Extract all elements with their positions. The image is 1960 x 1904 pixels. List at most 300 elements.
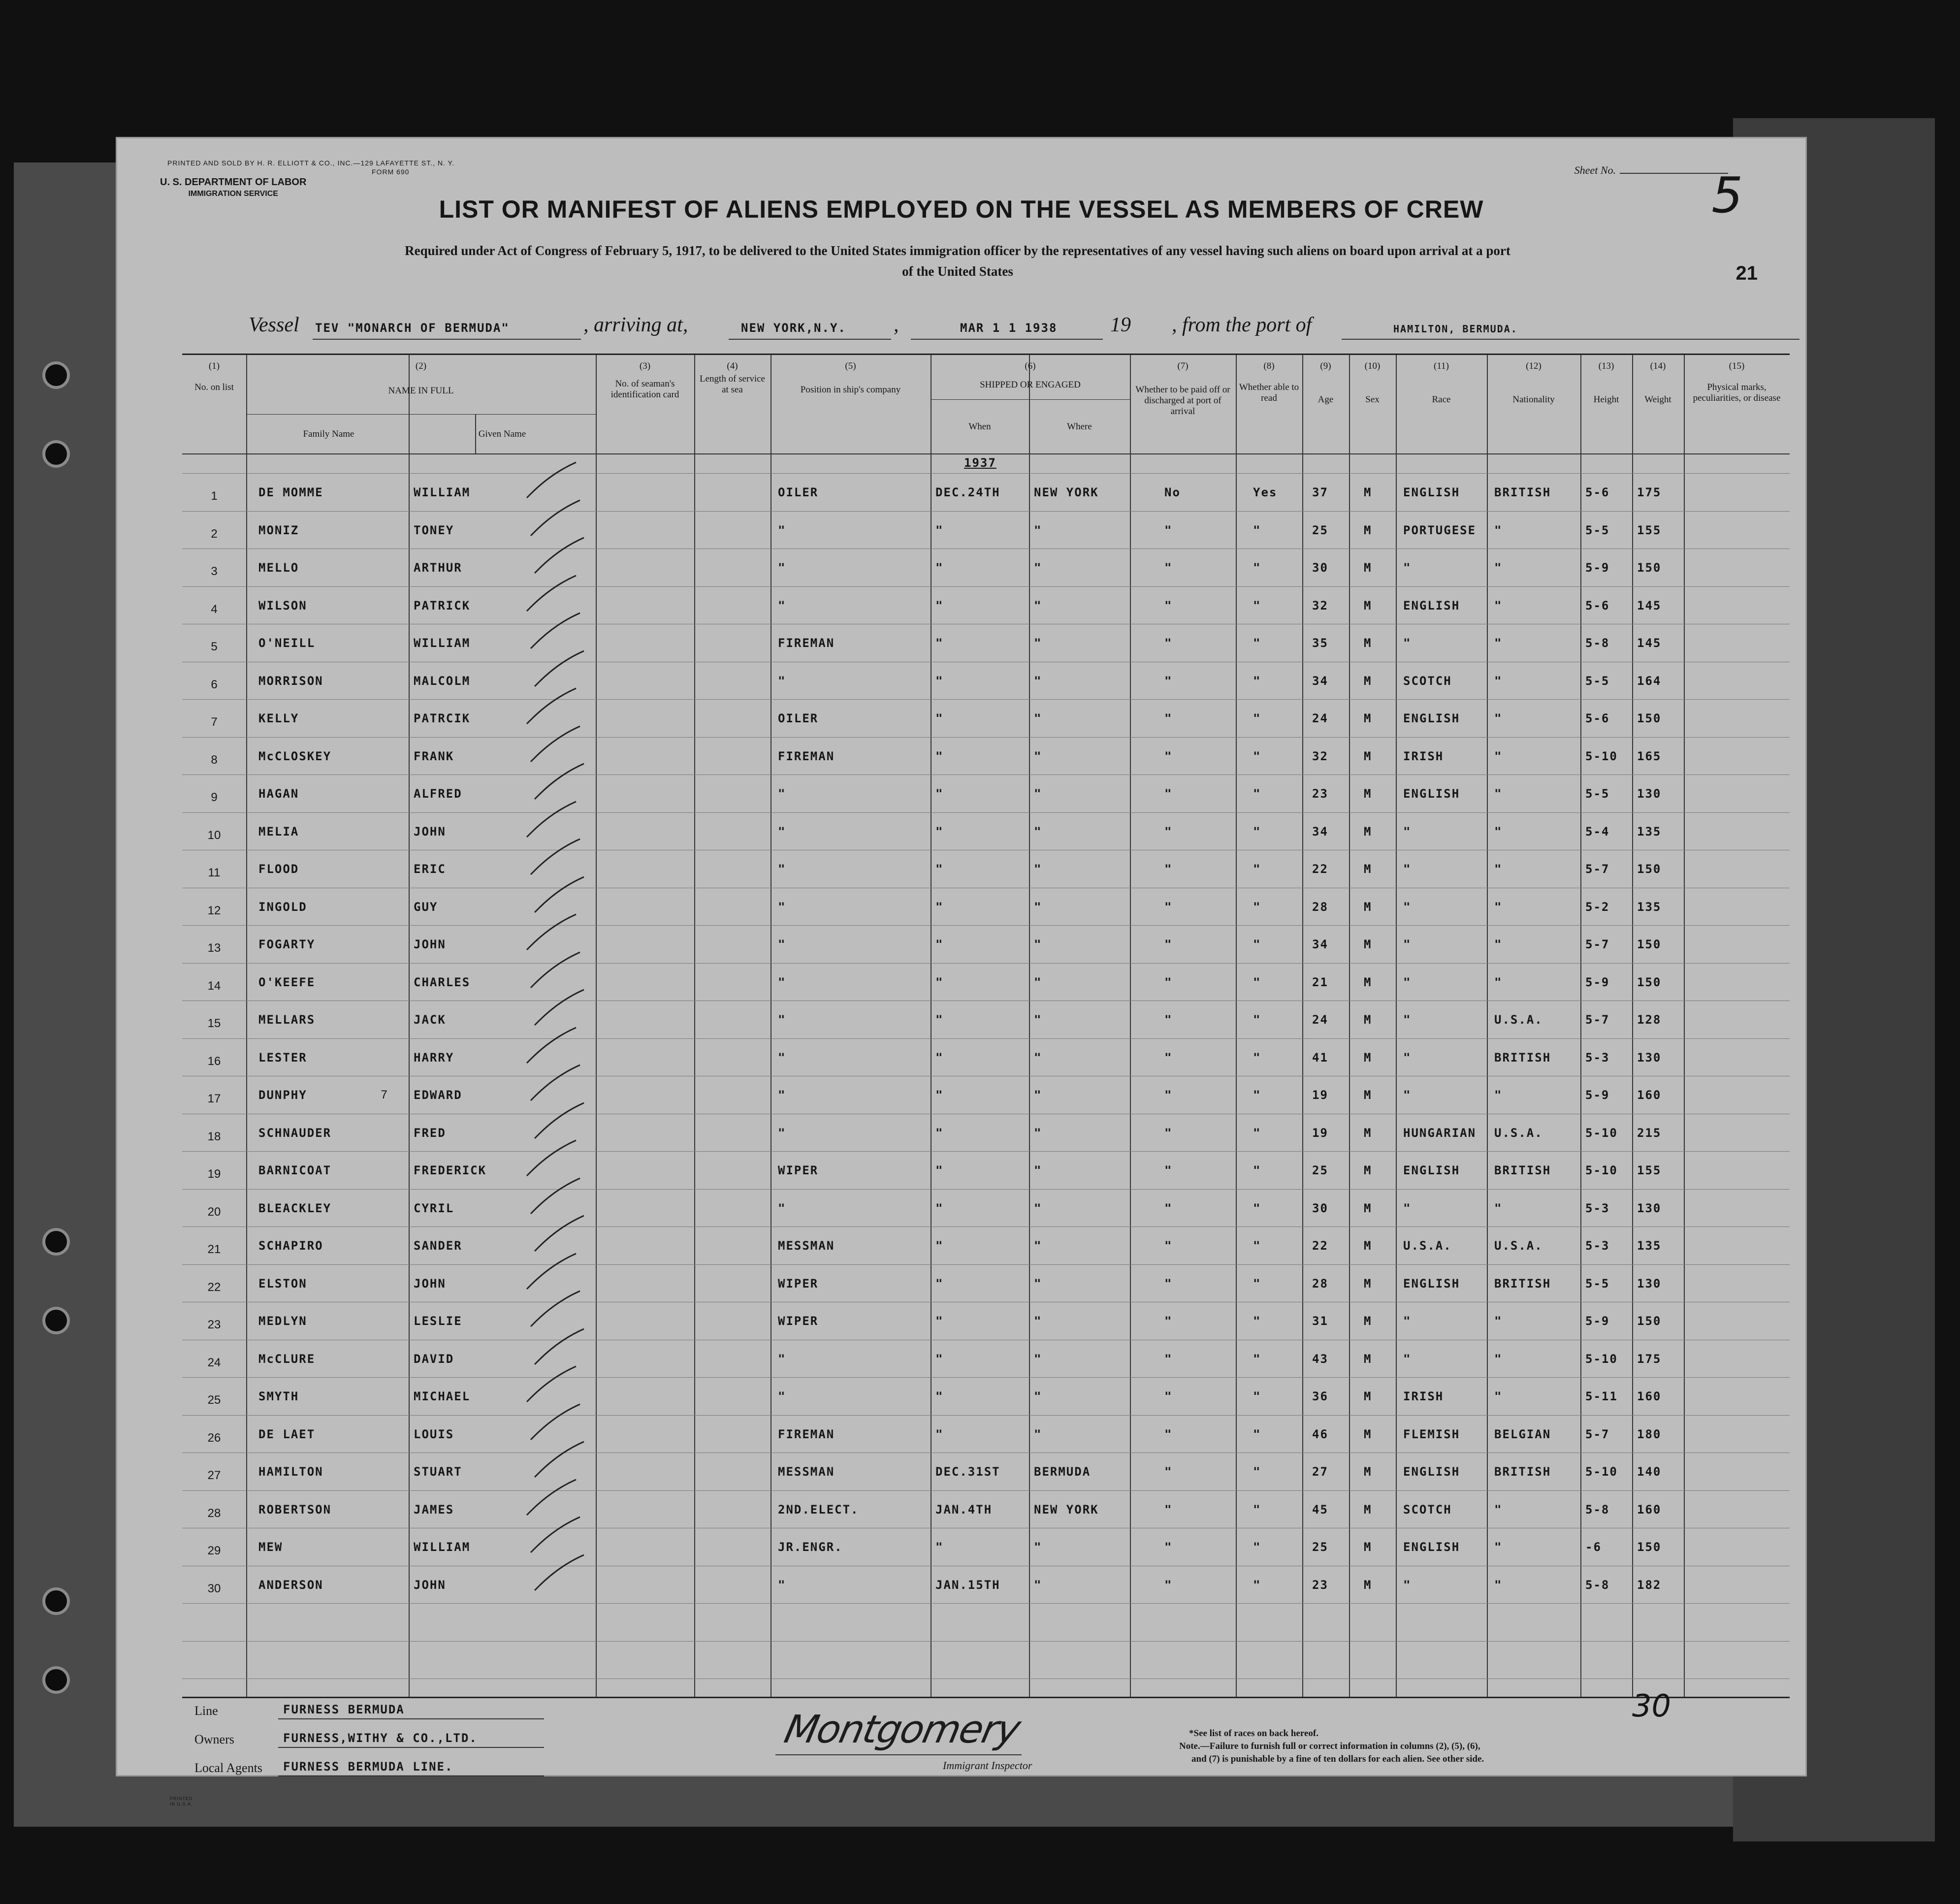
weight: 150 [1637, 862, 1662, 876]
header-race: Race [1432, 394, 1451, 405]
subtitle-line1: Required under Act of Congress of February 5, 1917, to be delivered to the United States immigration officer by the representatives of any vessel having such aliens on board upon arrival at a port [405, 243, 1510, 258]
shipped-when: " [935, 824, 944, 839]
able-to-read: " [1253, 1276, 1261, 1291]
weight: 150 [1637, 711, 1662, 725]
department-name: U. S. DEPARTMENT OF LABOR [160, 177, 307, 188]
position: " [778, 523, 786, 537]
shipped-where: " [1034, 975, 1042, 989]
header-no-on-list: No. on list [194, 382, 234, 392]
shipped-where: " [1034, 1389, 1042, 1403]
arrival-date: MAR 1 1 1938 [960, 321, 1058, 335]
owners-value: FURNESS,WITHY & CO.,LTD. [283, 1731, 478, 1745]
height: 5-10 [1585, 1163, 1618, 1177]
age: 37 [1312, 485, 1328, 499]
shipped-when: " [935, 1088, 944, 1102]
paid-off: " [1164, 1088, 1173, 1102]
paid-off: " [1164, 674, 1173, 688]
nationality: " [1494, 1578, 1503, 1592]
row-number: 22 [207, 1280, 221, 1294]
arriving-port: NEW YORK,N.Y. [741, 321, 846, 335]
given-name: LOUIS [414, 1427, 454, 1441]
family-name: ROBERTSON [258, 1502, 332, 1517]
family-name: MELIA [258, 824, 299, 839]
position: JR.ENGR. [778, 1540, 843, 1554]
weight: 145 [1637, 636, 1662, 650]
height: 5-6 [1585, 711, 1610, 725]
row-number: 26 [207, 1431, 221, 1445]
column-divider [1236, 355, 1237, 1697]
race: ENGLISH [1403, 485, 1460, 499]
row-number: 14 [207, 979, 221, 993]
nationality: " [1494, 561, 1503, 575]
able-to-read: " [1253, 1540, 1261, 1554]
weight: 130 [1637, 1201, 1662, 1215]
header-c4-number: (4) [727, 361, 738, 371]
family-name: MEW [258, 1540, 283, 1554]
sex: M [1364, 900, 1372, 914]
row-number: 7 [211, 715, 218, 729]
family-name: MELLO [258, 561, 299, 575]
height: 5-5 [1585, 674, 1610, 688]
age: 25 [1312, 1163, 1328, 1177]
paid-off: " [1164, 1352, 1173, 1366]
row-number: 27 [207, 1469, 221, 1482]
height: 5-7 [1585, 1427, 1610, 1441]
race: " [1403, 561, 1412, 575]
vessel-label: Vessel [249, 314, 299, 336]
sex: M [1364, 636, 1372, 650]
header-nationality: Nationality [1512, 394, 1555, 405]
shipped-where: " [1034, 1163, 1042, 1177]
shipped-when: " [935, 1352, 944, 1366]
shipped-when: " [935, 674, 944, 688]
row-number: 10 [207, 828, 221, 842]
height: 5-3 [1585, 1050, 1610, 1065]
sex: M [1364, 1427, 1372, 1441]
shipped-where: " [1034, 937, 1042, 951]
weight: 145 [1637, 598, 1662, 613]
weight: 135 [1637, 900, 1662, 914]
able-to-read: " [1253, 937, 1261, 951]
shipped-where: " [1034, 523, 1042, 537]
family-name: HAGAN [258, 787, 299, 801]
header-c15-number: (15) [1729, 361, 1745, 371]
paid-off: " [1164, 598, 1173, 613]
shipped-when: " [935, 975, 944, 989]
paid-off: " [1164, 975, 1173, 989]
age: 32 [1312, 598, 1328, 613]
race: " [1403, 1088, 1412, 1102]
age: 19 [1312, 1088, 1328, 1102]
shipped-where: " [1034, 1201, 1042, 1215]
sex: M [1364, 1239, 1372, 1253]
paid-off: " [1164, 1201, 1173, 1215]
position: MESSMAN [778, 1465, 835, 1479]
shipped-when: " [935, 1050, 944, 1065]
row-number: 5 [211, 640, 218, 653]
race: SCOTCH [1403, 674, 1452, 688]
race: FLEMISH [1403, 1427, 1460, 1441]
race: HUNGARIAN [1403, 1126, 1477, 1140]
sex: M [1364, 1465, 1372, 1479]
age: 24 [1312, 1013, 1328, 1027]
age: 28 [1312, 1276, 1328, 1291]
weight: 160 [1637, 1389, 1662, 1403]
nationality: " [1494, 674, 1503, 688]
able-to-read: " [1253, 598, 1261, 613]
family-name: DE LAET [258, 1427, 316, 1441]
paid-off: " [1164, 1239, 1173, 1253]
given-name: WILLIAM [414, 485, 471, 499]
note-races: *See list of races on back hereof. [1189, 1728, 1318, 1739]
row-number: 21 [207, 1243, 221, 1256]
weight: 150 [1637, 937, 1662, 951]
nationality: " [1494, 1314, 1503, 1328]
column-divider [694, 355, 695, 1697]
age: 21 [1312, 975, 1328, 989]
position: MESSMAN [778, 1239, 835, 1253]
given-name: JOHN [414, 824, 446, 839]
race: ENGLISH [1403, 711, 1460, 725]
able-to-read: Yes [1253, 485, 1278, 499]
shipped-where: " [1034, 1352, 1042, 1366]
weight: 150 [1637, 1314, 1662, 1328]
nationality: U.S.A. [1494, 1013, 1543, 1027]
ruled-line [182, 963, 1790, 964]
given-name: SANDER [414, 1239, 462, 1253]
nationality: " [1494, 636, 1503, 650]
shipped-where: " [1034, 1276, 1042, 1291]
race: ENGLISH [1403, 1163, 1460, 1177]
row-number: 13 [207, 941, 221, 955]
height: 5-4 [1585, 824, 1610, 839]
age: 34 [1312, 824, 1328, 839]
shipped-when: " [935, 711, 944, 725]
header-c9-number: (9) [1320, 361, 1331, 371]
paid-off: " [1164, 787, 1173, 801]
vessel-row [249, 310, 1799, 340]
weight: 160 [1637, 1502, 1662, 1517]
row-number: 9 [211, 791, 218, 804]
able-to-read: " [1253, 1013, 1261, 1027]
column-divider [1349, 355, 1350, 1697]
nationality: " [1494, 1352, 1503, 1366]
race: " [1403, 1201, 1412, 1215]
family-name: DUNPHY [258, 1088, 307, 1102]
header-weight: Weight [1644, 394, 1671, 405]
family-name: ANDERSON [258, 1578, 323, 1592]
line-label: Line [194, 1704, 218, 1718]
race: " [1403, 937, 1412, 951]
row-number: 28 [207, 1506, 221, 1520]
weight: 130 [1637, 787, 1662, 801]
nationality: " [1494, 787, 1503, 801]
height: 5-2 [1585, 900, 1610, 914]
able-to-read: " [1253, 1126, 1261, 1140]
able-to-read: " [1253, 1201, 1261, 1215]
family-name: SCHAPIRO [258, 1239, 323, 1253]
given-name: JOHN [414, 1578, 446, 1592]
given-name: MICHAEL [414, 1389, 471, 1403]
column-divider [409, 355, 410, 1697]
able-to-read: " [1253, 1163, 1261, 1177]
position: WIPER [778, 1276, 819, 1291]
age: 30 [1312, 561, 1328, 575]
ruled-line [182, 1603, 1790, 1604]
race: " [1403, 824, 1412, 839]
shipped-year-note: 1937 [964, 456, 996, 470]
column-divider [931, 355, 932, 1697]
age: 35 [1312, 636, 1328, 650]
given-name: JAMES [414, 1502, 454, 1517]
shipped-when: " [935, 523, 944, 537]
race: PORTUGESE [1403, 523, 1477, 537]
header-position: Position in ship's company [800, 385, 901, 395]
ruled-line [182, 737, 1790, 738]
nationality: BRITISH [1494, 1465, 1551, 1479]
age: 22 [1312, 1239, 1328, 1253]
binder-hole [45, 1310, 67, 1331]
paid-off: " [1164, 1163, 1173, 1177]
age: 34 [1312, 937, 1328, 951]
nationality: BRITISH [1494, 1276, 1551, 1291]
form-number: FORM 690 [372, 168, 410, 176]
age: 25 [1312, 523, 1328, 537]
height: 5-9 [1585, 1314, 1610, 1328]
sex: M [1364, 1163, 1372, 1177]
nationality: " [1494, 598, 1503, 613]
race: ENGLISH [1403, 598, 1460, 613]
able-to-read: " [1253, 1239, 1261, 1253]
position: FIREMAN [778, 636, 835, 650]
family-name: SCHNAUDER [258, 1126, 332, 1140]
position: " [778, 824, 786, 839]
able-to-read: " [1253, 824, 1261, 839]
position: " [778, 561, 786, 575]
page-title: LIST OR MANIFEST OF ALIENS EMPLOYED ON THE VESSEL AS MEMBERS OF CREW [439, 195, 1484, 223]
shipped-where: NEW YORK [1034, 485, 1099, 499]
margin-note: 7 [381, 1088, 387, 1101]
family-name: MELLARS [258, 1013, 316, 1027]
nationality: " [1494, 937, 1503, 951]
row-number: 23 [207, 1318, 221, 1331]
ruled-line [182, 812, 1790, 813]
header-shipped-or-engaged: SHIPPED OR ENGAGED [980, 380, 1081, 390]
shipped-when: " [935, 1013, 944, 1027]
header-height: Height [1593, 394, 1619, 405]
subtitle-line2: of the United States [902, 264, 1013, 279]
height: 5-9 [1585, 975, 1610, 989]
shipped-where: " [1034, 1126, 1042, 1140]
height: 5-5 [1585, 523, 1610, 537]
given-name: CYRIL [414, 1201, 454, 1215]
paid-off: No [1164, 485, 1181, 499]
position: " [778, 1352, 786, 1366]
weight: 182 [1637, 1578, 1662, 1592]
inspector-signature: Montgomery [780, 1708, 1024, 1752]
given-name: PATRCIK [414, 711, 471, 725]
position: OILER [778, 711, 819, 725]
row-number: 24 [207, 1355, 221, 1369]
agents-value: FURNESS BERMUDA LINE. [283, 1760, 453, 1774]
position: " [778, 937, 786, 951]
page-number: 21 [1735, 262, 1758, 284]
column-divider [1396, 355, 1397, 1697]
weight: 150 [1637, 1540, 1662, 1554]
age: 43 [1312, 1352, 1328, 1366]
paid-off: " [1164, 1427, 1173, 1441]
family-name: O'NEILL [258, 636, 316, 650]
header-c5-number: (5) [845, 361, 856, 371]
weight: 164 [1637, 674, 1662, 688]
sheet-handwritten: 5 [1711, 166, 1743, 224]
given-name: WILLIAM [414, 636, 471, 650]
position: " [778, 787, 786, 801]
shipped-where: " [1034, 1013, 1042, 1027]
shipped-where: " [1034, 1540, 1042, 1554]
weight: 135 [1637, 1239, 1662, 1253]
able-to-read: " [1253, 1578, 1261, 1592]
shipped-when: " [935, 1126, 944, 1140]
shipped-when: " [935, 862, 944, 876]
age: 46 [1312, 1427, 1328, 1441]
note-failure: Note.—Failure to furnish full or correct information in columns (2), (5), (6), [1179, 1741, 1480, 1751]
header-age: Age [1317, 394, 1334, 405]
shipped-where: " [1034, 598, 1042, 613]
shipped-where: " [1034, 1050, 1042, 1065]
inspector-label: Immigrant Inspector [943, 1759, 1032, 1772]
weight: 175 [1637, 485, 1662, 499]
nationality: " [1494, 1540, 1503, 1554]
nationality: BRITISH [1494, 485, 1551, 499]
nationality: " [1494, 824, 1503, 839]
given-name: STUART [414, 1465, 462, 1479]
shipped-where: " [1034, 862, 1042, 876]
nationality: " [1494, 900, 1503, 914]
position: WIPER [778, 1163, 819, 1177]
weight: 130 [1637, 1276, 1662, 1291]
position: OILER [778, 485, 819, 499]
height: 5-11 [1585, 1389, 1618, 1403]
age: 41 [1312, 1050, 1328, 1065]
line-value: FURNESS BERMUDA [283, 1703, 405, 1716]
crew-table [182, 354, 1790, 1698]
able-to-read: " [1253, 636, 1261, 650]
shipped-when: " [935, 1389, 944, 1403]
shipped-where: NEW YORK [1034, 1502, 1099, 1517]
column-divider [1302, 355, 1303, 1697]
family-name: MORRISON [258, 674, 323, 688]
paid-off: " [1164, 1502, 1173, 1517]
header-physical-marks: Physical marks, peculiarities, or disease [1693, 382, 1781, 403]
shipped-when: " [935, 937, 944, 951]
header-given-name: Given Name [478, 429, 526, 439]
manifest-sheet [116, 137, 1807, 1807]
row-number: 18 [207, 1129, 221, 1143]
shipped-where: " [1034, 1088, 1042, 1102]
check-mark-icon [530, 1551, 589, 1595]
race: " [1403, 1578, 1412, 1592]
shipped-when: DEC.24TH [935, 485, 1000, 499]
nationality: " [1494, 711, 1503, 725]
ruled-line [182, 925, 1790, 926]
binder-hole [45, 1590, 67, 1612]
family-name: MONIZ [258, 523, 299, 537]
sex: M [1364, 674, 1372, 688]
position: " [778, 900, 786, 914]
ruled-line [182, 1151, 1790, 1152]
position: " [778, 1389, 786, 1403]
row-number: 17 [207, 1092, 221, 1105]
sex: M [1364, 862, 1372, 876]
shipped-where: BERMUDA [1034, 1465, 1091, 1479]
shipped-when: JAN.4TH [935, 1502, 993, 1517]
shipped-when: " [935, 787, 944, 801]
header-c2-number: (2) [415, 361, 427, 371]
race: U.S.A. [1403, 1239, 1452, 1253]
header-c3-number: (3) [639, 361, 651, 371]
position: " [778, 1013, 786, 1027]
column-divider [596, 355, 597, 1697]
header-paid-off: Whether to be paid off or discharged at port of arrival [1135, 385, 1230, 417]
sex: M [1364, 1389, 1372, 1403]
header-able-to-read: Whether able to read [1239, 382, 1299, 403]
family-name: DE MOMME [258, 485, 323, 499]
row-number: 11 [208, 866, 221, 879]
able-to-read: " [1253, 1050, 1261, 1065]
owners-label: Owners [194, 1732, 234, 1746]
height: 5-3 [1585, 1201, 1610, 1215]
sex: M [1364, 824, 1372, 839]
able-to-read: " [1253, 1389, 1261, 1403]
header-c7-number: (7) [1177, 361, 1189, 371]
shipped-when: " [935, 900, 944, 914]
year-prefix: 19 [1110, 314, 1131, 336]
shipped-where: " [1034, 1578, 1042, 1592]
weight: 155 [1637, 523, 1662, 537]
shipped-where: " [1034, 1239, 1042, 1253]
service-name: IMMIGRATION SERVICE [188, 190, 278, 198]
sex: M [1364, 1126, 1372, 1140]
family-name: FOGARTY [258, 937, 316, 951]
position: " [778, 1126, 786, 1140]
weight: 150 [1637, 561, 1662, 575]
race: " [1403, 1352, 1412, 1366]
sheet-label: Sheet No. [1574, 164, 1616, 176]
height: 5-6 [1585, 598, 1610, 613]
position: " [778, 598, 786, 613]
family-name: SMYTH [258, 1389, 299, 1403]
paid-off: " [1164, 1276, 1173, 1291]
weight: 175 [1637, 1352, 1662, 1366]
header-when: When [968, 421, 991, 432]
shipped-when: " [935, 1314, 944, 1328]
weight: 155 [1637, 1163, 1662, 1177]
height: 5-10 [1585, 1465, 1618, 1479]
race: " [1403, 862, 1412, 876]
sex: M [1364, 711, 1372, 725]
age: 31 [1312, 1314, 1328, 1328]
paid-off: " [1164, 523, 1173, 537]
given-name: ARTHUR [414, 561, 462, 575]
shipped-when: " [935, 1201, 944, 1215]
position: FIREMAN [778, 749, 835, 763]
able-to-read: " [1253, 711, 1261, 725]
race: " [1403, 1050, 1412, 1065]
age: 19 [1312, 1126, 1328, 1140]
given-name: ERIC [414, 862, 446, 876]
given-name: EDWARD [414, 1088, 462, 1102]
